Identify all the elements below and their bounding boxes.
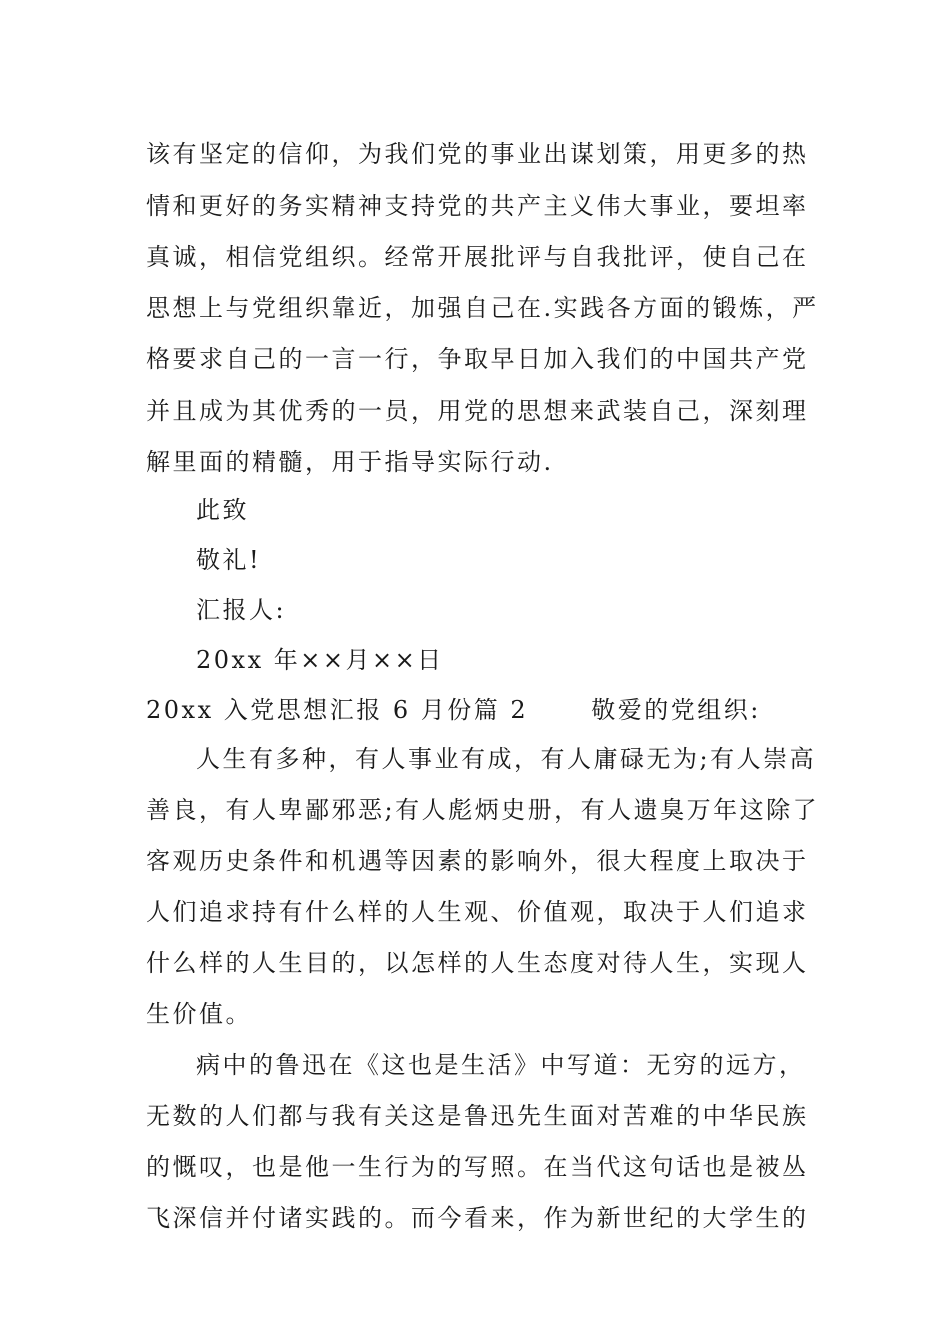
paragraph2-line: 善良，有人卑鄙邪恶;有人彪炳史册，有人遗臭万年这除了 bbox=[146, 796, 820, 824]
paragraph2-line: 什么样的人生目的，以怎样的人生态度对待人生，实现人 bbox=[146, 949, 809, 977]
paragraph1-line: 该有坚定的信仰，为我们党的事业出谋划策，用更多的热 bbox=[146, 140, 809, 168]
section-heading: 20xx 入党思想汇报 6 月份篇 2 敬爱的党组织: bbox=[146, 696, 761, 724]
paragraph3-line: 的慨叹，也是他一生行为的写照。在当代这句话也是被丛 bbox=[146, 1153, 809, 1181]
closing-salutation: 敬礼! bbox=[196, 546, 262, 574]
paragraph2-line: 人生有多种，有人事业有成，有人庸碌无为;有人崇高 bbox=[196, 745, 817, 773]
paragraph1-line: 情和更好的务实精神支持党的共产主义伟大事业，要坦率 bbox=[146, 192, 809, 220]
closing-reporter: 汇报人: bbox=[196, 596, 287, 624]
closing-date: 20xx 年××月××日 bbox=[196, 646, 444, 674]
paragraph3-line: 飞深信并付诸实践的。而今看来，作为新世纪的大学生的 bbox=[146, 1204, 809, 1232]
paragraph2-line: 客观历史条件和机遇等因素的影响外，很大程度上取决于 bbox=[146, 847, 809, 875]
paragraph2-line: 生价值。 bbox=[146, 1000, 252, 1028]
paragraph1-line: 真诚，相信党组织。经常开展批评与自我批评，使自己在 bbox=[146, 243, 809, 271]
paragraph3-line: 病中的鲁迅在《这也是生活》中写道：无穷的远方， bbox=[196, 1051, 806, 1079]
paragraph3-line: 无数的人们都与我有关这是鲁迅先生面对苦难的中华民族 bbox=[146, 1102, 809, 1130]
paragraph1-line: 思想上与党组织靠近，加强自己在.实践各方面的锻炼，严 bbox=[146, 294, 819, 322]
paragraph2-line: 人们追求持有什么样的人生观、价值观，取决于人们追求 bbox=[146, 898, 809, 926]
paragraph1-line: 并且成为其优秀的一员，用党的思想来武装自己，深刻理 bbox=[146, 397, 809, 425]
paragraph1-line: 解里面的精髓，用于指导实际行动. bbox=[146, 448, 554, 476]
paragraph1-line: 格要求自己的一言一行，争取早日加入我们的中国共产党 bbox=[146, 345, 809, 373]
closing-salutation: 此致 bbox=[196, 496, 249, 524]
